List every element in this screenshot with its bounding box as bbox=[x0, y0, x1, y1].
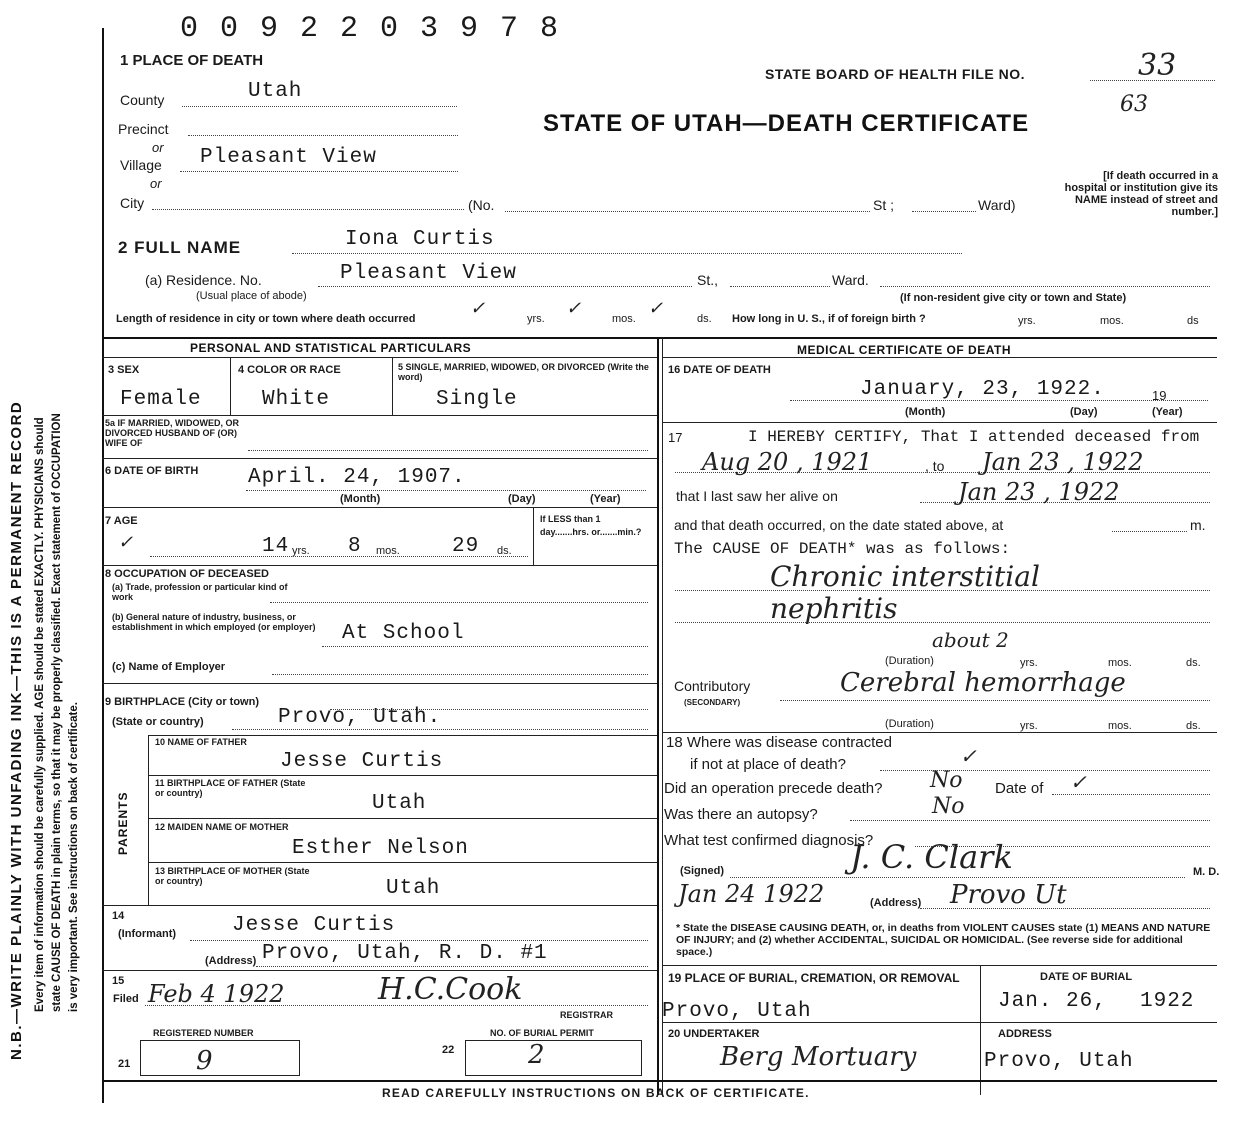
sex-divider bbox=[230, 357, 231, 415]
certify-num: 17 bbox=[668, 430, 683, 445]
cause-footnote: * State the DISEASE CAUSING DEATH, or, in deaths from VIOLENT CAUSES state (1) MEANS AND NATURE OF INJURY; and (2) whether ACCIDENTAL, SUICIDAL OR HOMICIDAL. (See reverse side for additional space.) bbox=[676, 922, 1211, 958]
registered-number-label: REGISTERED NUMBER bbox=[153, 1028, 254, 1038]
burial-permit-prefix: 22 bbox=[442, 1044, 455, 1056]
date-of-death-year-suffix: 19 bbox=[1152, 388, 1167, 403]
registrar-label: REGISTRAR bbox=[560, 1010, 614, 1020]
dob-year: (Year) bbox=[590, 493, 621, 505]
mother-bp-value: Utah bbox=[386, 877, 441, 900]
medical-heading: MEDICAL CERTIFICATE OF DEATH bbox=[797, 343, 1011, 357]
length-ds: ds. bbox=[697, 313, 712, 325]
death-occurred-m: m. bbox=[1190, 517, 1206, 533]
last-saw-label: that I last saw her alive on bbox=[676, 488, 838, 504]
burial-divider bbox=[980, 965, 981, 1095]
or-label-2: or bbox=[150, 176, 162, 191]
occupation-b-line bbox=[322, 646, 648, 647]
contributory-label: Contributory bbox=[674, 678, 751, 694]
row-6-bottom bbox=[102, 507, 657, 508]
if-not-label: if not at place of death? bbox=[690, 756, 846, 773]
age-tick: ✓ bbox=[118, 532, 134, 553]
grid-top bbox=[102, 337, 1217, 339]
test-label: What test confirmed diagnosis? bbox=[664, 832, 874, 849]
footnote-bottom bbox=[662, 965, 1217, 966]
informant-address-label: (Address) bbox=[205, 955, 257, 967]
dod-day: (Day) bbox=[1070, 406, 1098, 418]
date-of-tick: ✓ bbox=[1070, 770, 1087, 794]
spouse-label: 5a IF MARRIED, WIDOWED, OR DIVORCED HUSBAND OF (OR) WIFE OF bbox=[105, 418, 240, 448]
informant-num: 14 bbox=[112, 910, 125, 922]
residence-label: (a) Residence. No. bbox=[145, 272, 262, 288]
father-value: Jesse Curtis bbox=[280, 750, 444, 773]
certify-text: I HEREBY CERTIFY, That I attended deceased from bbox=[748, 428, 1200, 446]
filed-num: 15 bbox=[112, 975, 125, 987]
filed-label: Filed bbox=[113, 993, 139, 1005]
st-label: St ; bbox=[873, 197, 895, 213]
full-name-label: 2 FULL NAME bbox=[118, 238, 242, 257]
informant-value: Jesse Curtis bbox=[232, 914, 396, 937]
nonresident-note: (If non-resident give city or town and State) bbox=[900, 292, 1127, 304]
operation-label: Did an operation precede death? bbox=[664, 780, 883, 797]
where-label: 18 Where was disease contracted bbox=[666, 734, 892, 751]
burial-permit-value: 2 bbox=[528, 1040, 545, 1070]
undertaker-label: 20 UNDERTAKER bbox=[668, 1028, 760, 1040]
dod-year: (Year) bbox=[1152, 406, 1183, 418]
birthplace-label: 9 BIRTHPLACE (City or town) bbox=[105, 696, 259, 708]
occupation-c-line bbox=[272, 674, 648, 675]
occupation-a: (a) Trade, profession or particular kind of work bbox=[112, 582, 288, 602]
length-tick-2: ✓ bbox=[566, 298, 582, 319]
sidebar-line-3: state CAUSE OF DEATH in plain terms, so that it may be properly classified. Exact statement of OCCUPATION bbox=[51, 413, 63, 1012]
precinct-line bbox=[188, 135, 458, 136]
color-value: White bbox=[262, 388, 331, 411]
attended-to-label: , to bbox=[925, 458, 945, 474]
how-long-yrs: yrs. bbox=[1018, 315, 1036, 327]
no-label: (No. bbox=[468, 197, 495, 213]
file-no-sub: 63 bbox=[1120, 92, 1148, 117]
age-yrs-label: yrs. bbox=[292, 545, 310, 557]
date-of-label: Date of bbox=[995, 780, 1044, 797]
duration-ds-2: ds. bbox=[1186, 720, 1201, 732]
dob-label: 6 DATE OF BIRTH bbox=[105, 465, 199, 477]
row-7-bottom bbox=[102, 565, 657, 566]
dob-value: April. 24, 1907. bbox=[248, 466, 466, 489]
length-residence-label: Length of residence in city or town where death occurred bbox=[116, 313, 416, 325]
signed-date: Jan 24 1922 bbox=[678, 880, 825, 908]
secondary-label: (SECONDARY) bbox=[684, 698, 741, 707]
age-divider bbox=[533, 507, 534, 565]
cause-line-2 bbox=[675, 622, 1210, 623]
color-divider bbox=[392, 357, 393, 415]
parents-label: PARENTS bbox=[116, 791, 130, 855]
county-line bbox=[182, 106, 457, 107]
autopsy-label: Was there an autopsy? bbox=[664, 806, 818, 823]
burial-place-label: 19 PLACE OF BURIAL, CREMATION, OR REMOVAL bbox=[668, 971, 960, 985]
certificate-title: STATE OF UTAH—DEATH CERTIFICATE bbox=[543, 110, 1030, 137]
death-occurred-label: and that death occurred, on the date stated above, at bbox=[674, 517, 1004, 533]
usual-place-note: (Usual place of abode) bbox=[196, 290, 307, 302]
sex-label: 3 SEX bbox=[108, 364, 140, 376]
birthplace-state-label: (State or country) bbox=[112, 716, 204, 728]
file-no-value: 33 bbox=[1138, 48, 1177, 83]
serial-number: 0 0 9 2 2 0 3 9 7 8 bbox=[180, 12, 561, 46]
marital-label: 5 SINGLE, MARRIED, WIDOWED, OR DIVORCED (Write the word) bbox=[398, 362, 649, 382]
city-line bbox=[152, 209, 464, 210]
undertaker-value: Berg Mortuary bbox=[720, 1042, 917, 1072]
informant-label: (Informant) bbox=[118, 928, 177, 940]
residence-line bbox=[318, 286, 692, 287]
duration-value: about 2 bbox=[932, 628, 1009, 652]
burial-permit-box bbox=[465, 1040, 642, 1076]
center-divider bbox=[657, 337, 659, 1095]
registrar-signature: H.C.Cook bbox=[378, 972, 523, 1007]
length-tick-3: ✓ bbox=[648, 298, 664, 319]
center-divider-2 bbox=[662, 337, 663, 1095]
age-years: 14 bbox=[262, 535, 290, 558]
sex-value: Female bbox=[120, 388, 202, 411]
row-8-bottom bbox=[102, 683, 657, 684]
residence-rest-line bbox=[880, 286, 1210, 287]
date-of-death-value: January, 23, 1922. bbox=[860, 378, 1105, 401]
parents-top bbox=[148, 735, 657, 736]
registered-number-value: 9 bbox=[196, 1046, 213, 1076]
death-occurred-line bbox=[1112, 531, 1187, 532]
autopsy-line bbox=[850, 820, 1210, 821]
village-line bbox=[180, 171, 458, 172]
father-label: 10 NAME OF FATHER bbox=[155, 737, 247, 747]
md-label: M. D. bbox=[1193, 866, 1220, 878]
mother-bottom bbox=[148, 862, 657, 863]
registered-number-box bbox=[140, 1040, 300, 1076]
date-of-death-label: 16 DATE OF DEATH bbox=[668, 364, 771, 376]
city-label: City bbox=[120, 195, 145, 211]
less-than-note: If LESS than 1 day.......hrs. or.......min.? bbox=[540, 514, 642, 537]
father-bp-label: 11 BIRTHPLACE OF FATHER (State or country) bbox=[155, 778, 306, 798]
sidebar-line-2: Every item of information should be carefully supplied. AGE should be stated EXACTLY. PHYSICIANS should bbox=[34, 417, 46, 1012]
burial-place-value: Provo, Utah bbox=[662, 1000, 812, 1023]
age-days: 29 bbox=[452, 535, 480, 558]
county-label: County bbox=[120, 92, 165, 108]
duration-mos-1: mos. bbox=[1108, 657, 1132, 669]
cause-bottom bbox=[662, 732, 1217, 733]
full-name-line bbox=[292, 253, 962, 254]
occupation-a-line bbox=[270, 602, 648, 603]
row-5a-bottom bbox=[102, 458, 657, 459]
how-long-mos: mos. bbox=[1100, 315, 1124, 327]
duration-label-1: (Duration) bbox=[885, 655, 934, 667]
dod-bottom bbox=[662, 422, 1217, 423]
dob-month: (Month) bbox=[340, 493, 381, 505]
precinct-label: Precinct bbox=[118, 121, 169, 137]
signed-line bbox=[730, 877, 1185, 878]
mother-label: 12 MAIDEN NAME OF MOTHER bbox=[155, 822, 289, 832]
color-label: 4 COLOR OR RACE bbox=[238, 364, 341, 376]
cause-1: Chronic interstitial bbox=[770, 560, 1040, 593]
contributory-line bbox=[780, 700, 1210, 701]
no-line bbox=[505, 211, 870, 212]
residence-st: St., bbox=[697, 272, 719, 288]
informant-address: Provo, Utah, R. D. #1 bbox=[262, 942, 548, 965]
burial-bottom bbox=[662, 1022, 1217, 1023]
last-saw-date: Jan 23 , 1922 bbox=[958, 478, 1120, 506]
sidebar-line-1: N.B.—WRITE PLAINLY WITH UNFADING INK—THIS IS A PERMANENT RECORD bbox=[8, 400, 25, 1060]
father-bottom bbox=[148, 775, 657, 776]
village-label: Village bbox=[120, 157, 162, 173]
cause-2: nephritis bbox=[770, 592, 898, 625]
birthplace-value: Provo, Utah. bbox=[278, 706, 442, 729]
attended-to: Jan 23 , 1922 bbox=[982, 448, 1144, 476]
county-value: Utah bbox=[248, 80, 303, 103]
dod-month: (Month) bbox=[905, 406, 946, 418]
ward-label: Ward) bbox=[978, 197, 1016, 213]
occupation-b: (b) General nature of industry, business, or establishment in which employed (or employer) bbox=[112, 612, 316, 632]
left-heading-line bbox=[102, 357, 657, 358]
where-tick: ✓ bbox=[960, 744, 977, 768]
duration-yrs-1: yrs. bbox=[1020, 657, 1038, 669]
autopsy-value: No bbox=[932, 794, 965, 819]
duration-yrs-2: yrs. bbox=[1020, 720, 1038, 732]
row-3-bottom bbox=[102, 415, 657, 416]
informant-address-line bbox=[256, 966, 648, 967]
hospital-note: [If death occurred in a hospital or institution give its NAME instead of street and number.] bbox=[1064, 170, 1218, 218]
physician-signature: J. C. Clark bbox=[850, 838, 1013, 876]
burial-date-label: DATE OF BURIAL bbox=[1040, 971, 1133, 983]
right-heading-line bbox=[662, 357, 1217, 358]
duration-label-2: (Duration) bbox=[885, 718, 934, 730]
age-ds-label: ds. bbox=[497, 545, 512, 557]
undertaker-address: Provo, Utah bbox=[984, 1050, 1134, 1073]
dob-day: (Day) bbox=[508, 493, 536, 505]
age-label: 7 AGE bbox=[105, 515, 138, 527]
burial-permit-label: NO. OF BURIAL PERMIT bbox=[490, 1028, 594, 1038]
length-mos: mos. bbox=[612, 313, 636, 325]
residence-value: Pleasant View bbox=[340, 262, 517, 285]
burial-date-value: Jan. 26, bbox=[998, 990, 1107, 1013]
birthplace-state-line bbox=[232, 729, 648, 730]
signed-address-label: (Address) bbox=[870, 897, 922, 909]
duration-mos-2: mos. bbox=[1108, 720, 1132, 732]
attended-from: Aug 20 , 1921 bbox=[702, 448, 873, 476]
informant-line bbox=[190, 940, 648, 941]
mother-bp-label: 13 BIRTHPLACE OF MOTHER (State or country) bbox=[155, 866, 310, 886]
bottom-border bbox=[102, 1080, 1217, 1082]
signed-address: Provo Ut bbox=[950, 880, 1067, 910]
occupation-c: (c) Name of Employer bbox=[112, 661, 226, 673]
date-of-line bbox=[1052, 794, 1210, 795]
or-label-1: or bbox=[152, 140, 164, 155]
sidebar-line-4: is very important. See instructions on back of certificate. bbox=[68, 702, 80, 1012]
father-bp-bottom bbox=[148, 818, 657, 819]
signed-label: (Signed) bbox=[680, 865, 724, 877]
age-mos-label: mos. bbox=[376, 545, 400, 557]
ward-line bbox=[912, 211, 976, 212]
registered-number-prefix: 21 bbox=[118, 1058, 131, 1070]
mother-value: Esther Nelson bbox=[292, 837, 469, 860]
how-long-label: How long in U. S., if of foreign birth ? bbox=[732, 313, 926, 325]
place-of-death-label: 1 PLACE OF DEATH bbox=[120, 52, 264, 69]
occupation-value: At School bbox=[342, 622, 465, 645]
undertaker-address-label: ADDRESS bbox=[998, 1028, 1052, 1040]
informant-bottom bbox=[102, 970, 657, 971]
village-value: Pleasant View bbox=[200, 146, 377, 169]
age-line bbox=[150, 556, 528, 557]
length-yrs: yrs. bbox=[527, 313, 545, 325]
file-no-label: STATE BOARD OF HEALTH FILE NO. bbox=[765, 66, 1025, 82]
age-months: 8 bbox=[348, 535, 362, 558]
spouse-line bbox=[248, 450, 648, 451]
occupation-label: 8 OCCUPATION OF DECEASED bbox=[105, 568, 269, 580]
length-tick-1: ✓ bbox=[470, 298, 486, 319]
residence-ward: Ward. bbox=[832, 272, 869, 288]
cause-label: The CAUSE OF DEATH* was as follows: bbox=[674, 540, 1011, 558]
filed-date: Feb 4 1922 bbox=[148, 980, 285, 1008]
how-long-ds: ds bbox=[1187, 315, 1199, 327]
read-instructions: READ CAREFULLY INSTRUCTIONS ON BACK OF CERTIFICATE. bbox=[382, 1086, 810, 1100]
dob-line bbox=[246, 490, 646, 491]
father-bp-value: Utah bbox=[372, 792, 427, 815]
burial-date-year: 1922 bbox=[1140, 990, 1195, 1013]
residence-ward-line bbox=[730, 286, 830, 287]
parents-divider bbox=[148, 735, 149, 905]
operation-value: No bbox=[930, 768, 963, 793]
contributory-value: Cerebral hemorrhage bbox=[840, 668, 1126, 698]
parents-bottom bbox=[102, 905, 657, 906]
personal-heading: PERSONAL AND STATISTICAL PARTICULARS bbox=[190, 341, 472, 355]
duration-ds-1: ds. bbox=[1186, 657, 1201, 669]
full-name-value: Iona Curtis bbox=[345, 228, 495, 251]
marital-value: Single bbox=[436, 388, 518, 411]
